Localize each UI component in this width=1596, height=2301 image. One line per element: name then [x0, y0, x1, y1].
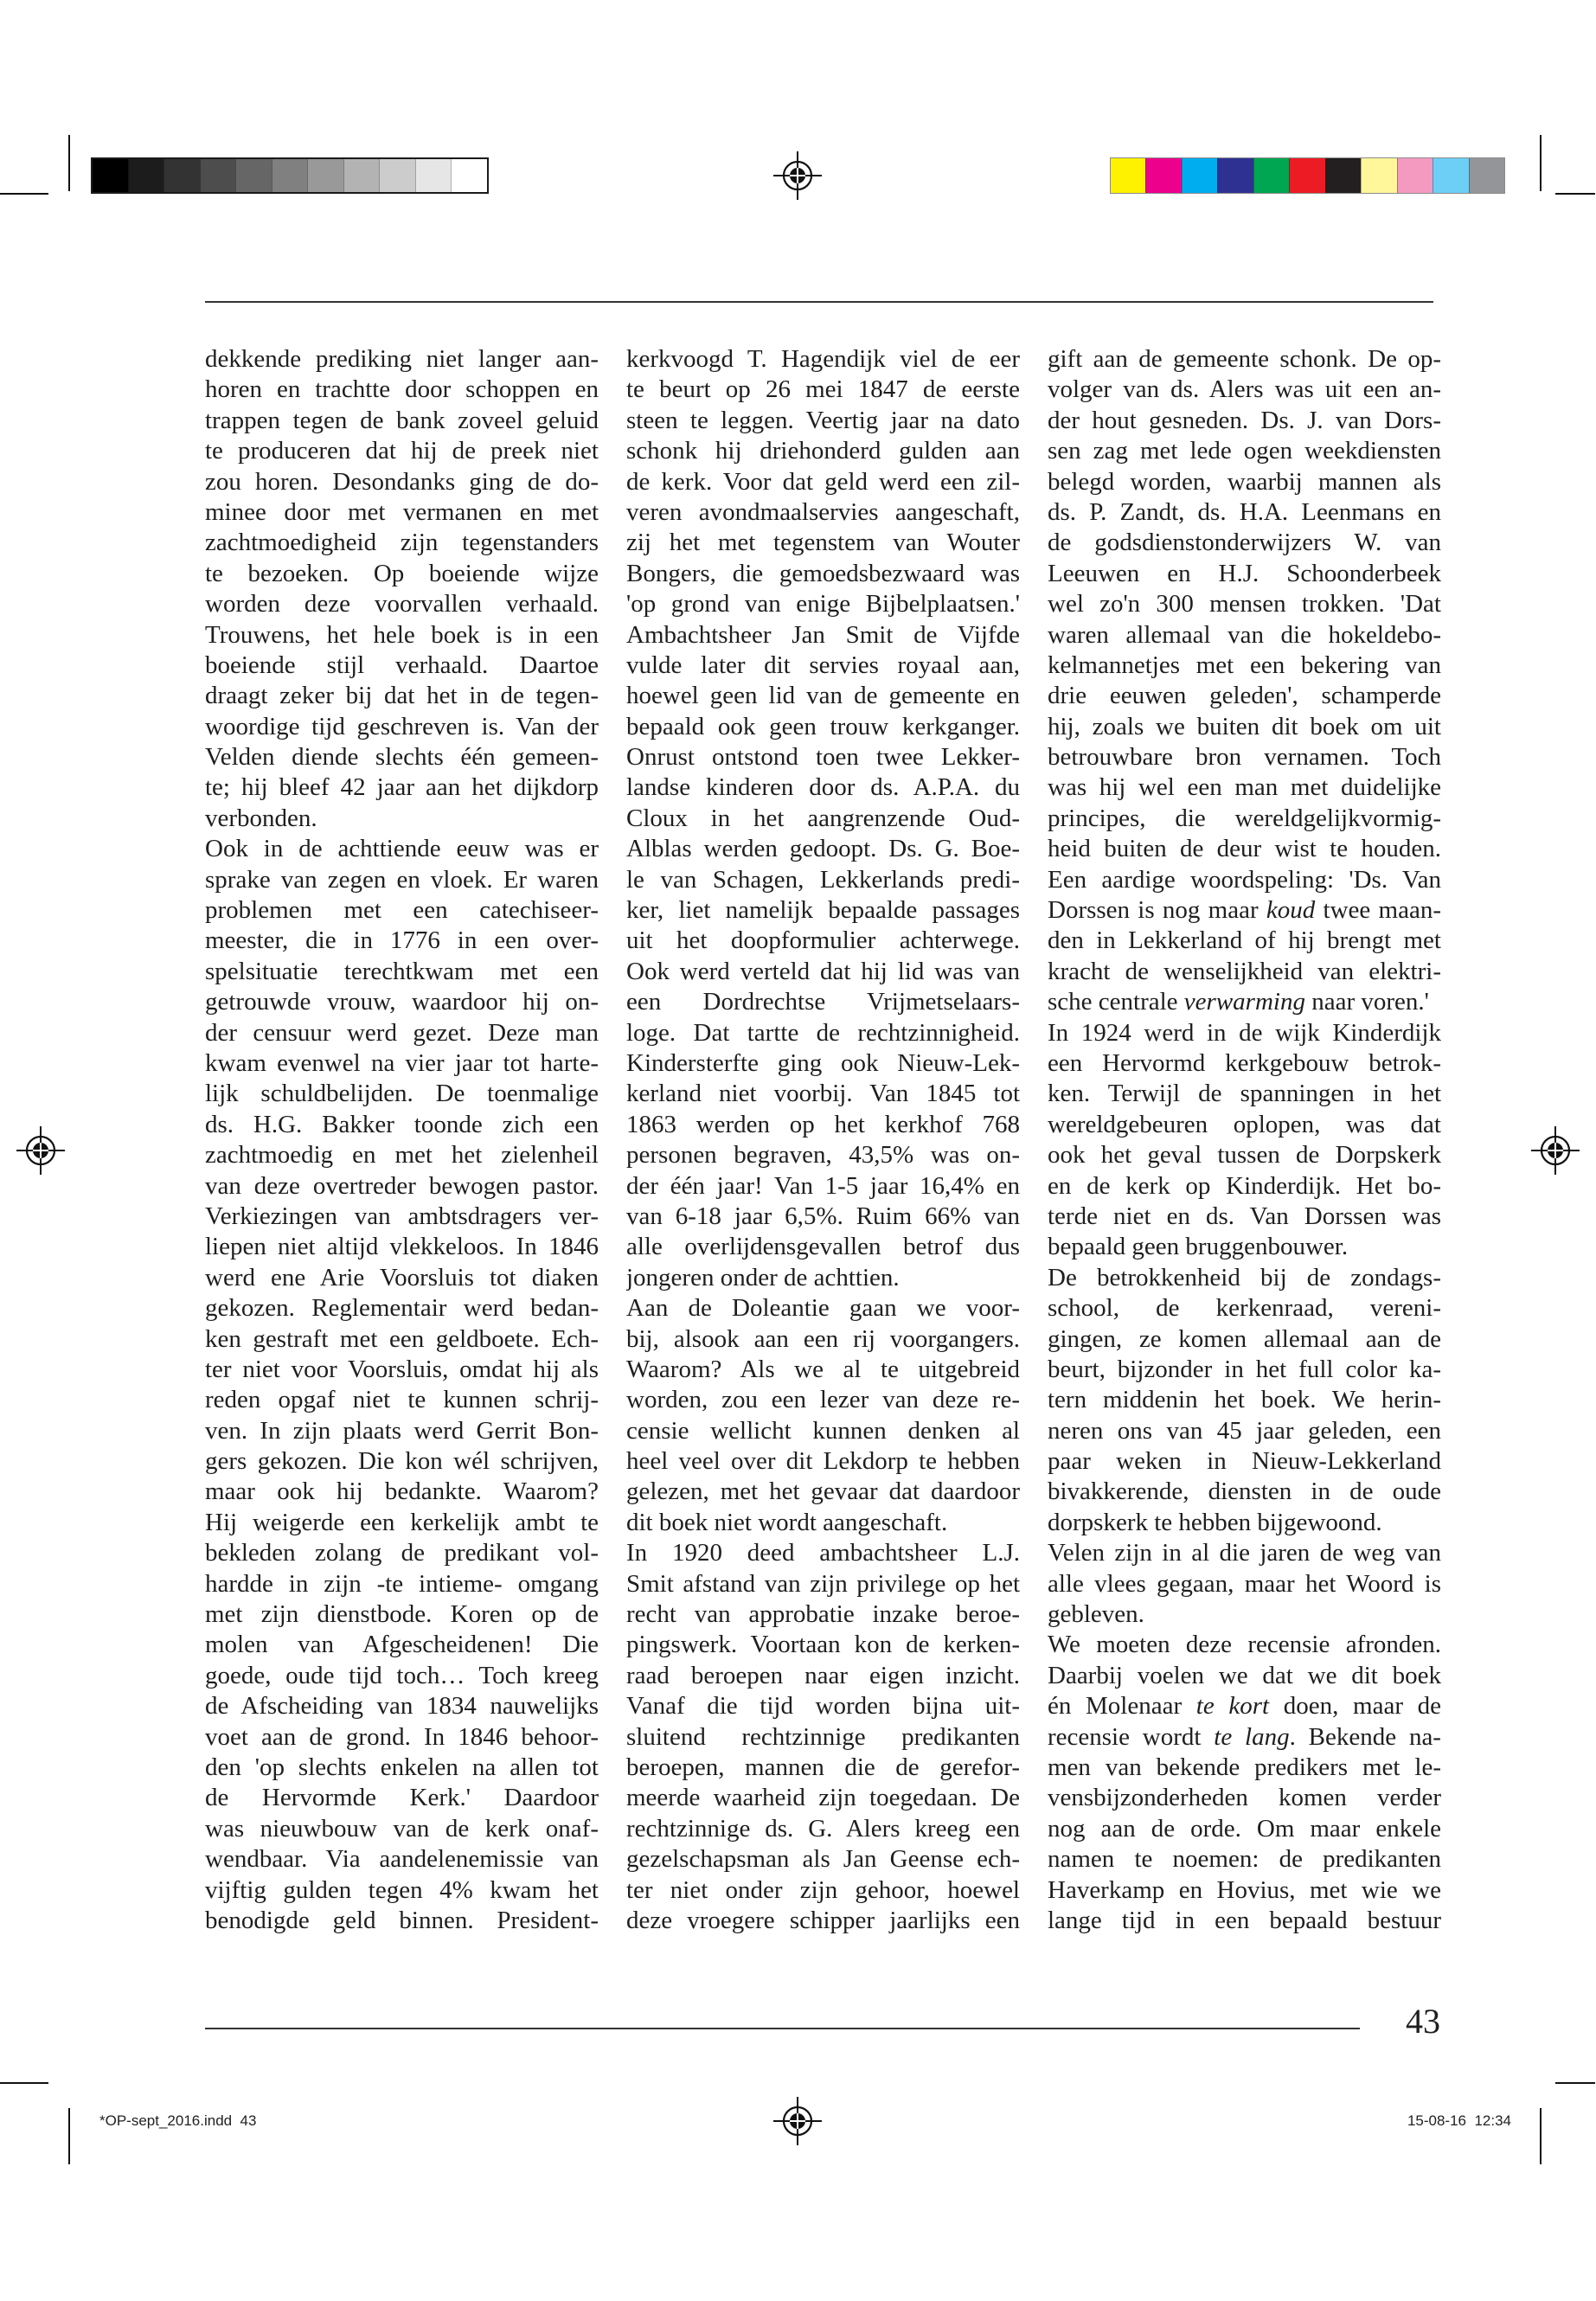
text-line: te produceren dat hij de preek niet — [205, 437, 599, 465]
grayscale-swatch — [200, 159, 236, 192]
text-line: trappen tegen de bank zoveel geluid — [205, 406, 599, 434]
text-line: ds. P. Zandt, ds. H.A. Leenmans en — [1048, 497, 1441, 526]
text-line: bepaald ook geen trouw kerkganger. — [626, 712, 1020, 740]
text-line: loge. Dat tartte de rechtzinnigheid. — [626, 1018, 1020, 1047]
text-line: Een aardige woordspeling: 'Ds. Van — [1048, 865, 1441, 894]
color-swatch — [1397, 158, 1433, 193]
text-line: kerland niet voorbij. Van 1845 tot — [626, 1080, 1020, 1108]
text-line: kracht de wenselijkheid van elektri- — [1048, 957, 1441, 985]
text-line: worden, zou een lezer van deze re- — [626, 1386, 1020, 1414]
crop-mark-top-right-h — [1555, 193, 1595, 195]
text-line: van deze overtreder bewogen pastor. — [205, 1171, 599, 1200]
grayscale-swatch — [272, 159, 308, 192]
text-line: verbonden. — [205, 804, 317, 832]
text-line: een Dordrechtse Vrijmetselaars- — [626, 988, 1020, 1016]
color-swatch — [1469, 158, 1504, 193]
text-line: liepen niet altijd vlekkeloos. In 1846 — [205, 1233, 599, 1261]
text-segment: twee maan- — [1315, 896, 1441, 925]
grayscale-swatch — [379, 159, 415, 192]
grayscale-swatch — [163, 159, 200, 192]
text-line — [1048, 1722, 1441, 1753]
text-line: reden opgaf niet te kunnen schrij- — [205, 1386, 599, 1414]
text-line: gelezen, met het gevaar dat daardoor — [626, 1477, 1020, 1506]
text-line: woordige tijd geschreven is. Van der — [205, 712, 599, 740]
grayscale-swatch — [343, 159, 380, 192]
text-line: de kerk. Voor dat geld werd een zil- — [626, 467, 1020, 496]
text-line: ook het geval tussen de Dorpskerk — [1048, 1141, 1441, 1170]
text-line: horen en trachtte door schoppen en — [205, 375, 599, 404]
text-line: schonk hij driehonderd gulden aan — [626, 437, 1020, 465]
text-line: hoewel geen lid van de gemeente en — [626, 682, 1020, 710]
text-line: Cloux in het aangrenzende Oud- — [626, 804, 1020, 832]
text-line: van 6-18 jaar 6,5%. Ruim 66% van — [626, 1202, 1020, 1230]
crop-mark-top-left-h — [0, 193, 48, 195]
text-line: werd ene Arie Voorsluis tot diaken — [205, 1263, 599, 1292]
text-line: hij, zoals we buiten dit boek om uit — [1048, 712, 1441, 740]
text-line: was nieuwbouw van de kerk onaf- — [205, 1814, 599, 1843]
text-line: Trouwens, het hele boek is in een — [205, 620, 599, 649]
crop-mark-bottom-right-h — [1555, 2082, 1595, 2084]
text-line: dekkende prediking niet langer aan- — [205, 345, 599, 373]
crop-mark-bottom-left-v — [68, 2108, 70, 2164]
registration-mark-right — [1529, 1125, 1581, 1176]
color-swatch — [1145, 158, 1181, 193]
grayscale-swatch — [235, 159, 272, 192]
text-line — [1048, 1691, 1441, 1721]
text-line: pingswerk. Voortaan kon de kerken- — [626, 1631, 1020, 1659]
text-line: en de kerk op Kinderdijk. Het bo- — [1048, 1171, 1441, 1200]
text-line: maar ook hij bedankte. Waarom? — [205, 1477, 599, 1506]
text-line: le van Schagen, Lekkerlands predi- — [626, 865, 1020, 894]
registration-mark-top — [772, 150, 824, 202]
italic-text: koud — [1266, 896, 1316, 925]
text-line: ds. H.G. Bakker toonde zich een — [205, 1110, 599, 1138]
text-line: kelmannetjes met een bekering van — [1048, 651, 1441, 679]
text-line: vensbijzonderheden komen verder — [1048, 1784, 1441, 1812]
text-line: landse kinderen door ds. A.P.A. du — [626, 773, 1020, 802]
text-line: wendbaar. Via aandelenemissie van — [205, 1845, 599, 1874]
text-segment: recensie wordt — [1048, 1722, 1215, 1751]
text-line: dorpskerk te hebben bijgewoond. — [1048, 1508, 1382, 1536]
text-segment: naar voren.' — [1304, 988, 1429, 1016]
text-line: de Hervormde Kerk.' Daardoor — [205, 1784, 599, 1812]
crop-mark-top-right-v — [1540, 135, 1542, 191]
text-line: minee door met vermanen en met — [205, 497, 599, 526]
text-line: ven. In zijn plaats werd Gerrit Bon- — [205, 1416, 599, 1445]
italic-text: te kort — [1195, 1692, 1270, 1721]
text-line: de godsdienstonderwijzers W. van — [1048, 529, 1441, 557]
text-line: veren avondmaalservies aangeschaft, — [626, 497, 1020, 526]
text-line: gezelschapsman als Jan Geense ech- — [626, 1845, 1020, 1874]
text-line: rechtzinnige ds. G. Alers kreeg een — [626, 1814, 1020, 1843]
text-line: personen begraven, 43,5% was on- — [626, 1141, 1020, 1170]
text-line: der één jaar! Van 1-5 jaar 16,4% en — [626, 1171, 1020, 1200]
text-line: Vanaf die tijd worden bijna uit- — [626, 1692, 1020, 1721]
text-line: paar weken in Nieuw-Lekkerland — [1048, 1447, 1441, 1476]
text-line: bivakkerende, diensten in de oude — [1048, 1477, 1441, 1506]
text-line: der censuur werd gezet. Deze man — [205, 1018, 599, 1047]
color-swatch — [1217, 158, 1253, 193]
grayscale-swatch — [128, 159, 164, 192]
text-line: neren ons van 45 jaar geleden, een — [1048, 1416, 1441, 1445]
text-line: Waarom? Als we al te uitgebreid — [626, 1355, 1020, 1383]
file-slug: *OP-sept_2016.indd 43 — [99, 2112, 257, 2129]
text-line: Ambachtsheer Jan Smit de Vijfde — [626, 620, 1020, 649]
grayscale-swatch — [415, 159, 452, 192]
text-column-3 — [1048, 344, 1441, 1936]
text-line: vulde later dit servies royaal aan, — [626, 651, 1020, 679]
crop-mark-bottom-right-v — [1540, 2108, 1542, 2164]
text-line: lange tijd in een bepaald bestuur — [1048, 1906, 1441, 1934]
text-line: ker, liet namelijk bepaalde passages — [626, 896, 1020, 925]
color-swatch — [1325, 158, 1361, 193]
bottom-rule — [205, 2028, 1360, 2029]
text-line: beurt, bijzonder in het full color ka- — [1048, 1355, 1441, 1383]
text-line: problemen met een catechiseer- — [205, 896, 599, 925]
text-line: was hij wel een man met duidelijke — [1048, 773, 1441, 802]
text-line: school, de kerkenraad, vereni- — [1048, 1294, 1441, 1323]
text-line: gift aan de gemeente schonk. De op- — [1048, 345, 1441, 373]
registration-mark-bottom — [772, 2095, 824, 2147]
text-line: beroepen, mannen die de gerefor- — [626, 1753, 1020, 1781]
top-rule — [205, 301, 1433, 303]
text-line: een Hervormd kerkgebouw betrok- — [1048, 1048, 1441, 1077]
text-segment: én Molenaar — [1048, 1692, 1196, 1721]
text-line: betrouwbare bron vernamen. Toch — [1048, 743, 1441, 772]
text-line: te; hij bleef 42 jaar aan het dijkdorp — [205, 773, 599, 802]
text-line: Aan de Doleantie gaan we voor- — [626, 1294, 1020, 1323]
text-line: nog aan de orde. Om maar enkele — [1048, 1814, 1441, 1843]
registration-target-icon — [772, 150, 824, 202]
registration-mark-left — [15, 1125, 67, 1176]
text-line: principes, die wereldgelijkvormig- — [1048, 804, 1441, 832]
text-line: waren allemaal van die hokeldebo- — [1048, 620, 1441, 649]
text-line: sen zag met lede ogen weekdiensten — [1048, 437, 1441, 465]
text-line: De betrokkenheid bij de zondags- — [1048, 1263, 1441, 1292]
text-line: gingen, ze komen allemaal aan de — [1048, 1324, 1441, 1353]
text-line: censie wellicht kunnen denken al — [626, 1416, 1020, 1445]
color-control-strip — [1110, 157, 1505, 194]
text-line: voet aan de grond. In 1846 behoor- — [205, 1722, 599, 1751]
text-column-2 — [626, 344, 1020, 1936]
registration-target-icon — [15, 1125, 67, 1176]
page-number: 43 — [1406, 2002, 1440, 2041]
text-line: alle vlees gegaan, maar het Woord is — [1048, 1569, 1441, 1598]
text-line: bij, alsook aan een rij voorgangers. — [626, 1324, 1020, 1353]
text-line: molen van Afgescheidenen! Die — [205, 1631, 599, 1659]
text-line: Leeuwen en H.J. Schoonderbeek — [1048, 559, 1441, 587]
text-line: kerkvoogd T. Hagendijk viel de eer — [626, 345, 1020, 373]
text-line: bepaald geen bruggenbouwer. — [1048, 1233, 1349, 1261]
color-swatch — [1111, 158, 1145, 193]
text-line: Ook in de achttiende eeuw was er — [205, 835, 599, 863]
text-line: vijftig gulden tegen 4% kwam het — [205, 1875, 599, 1904]
text-line: Bongers, die gemoedsbezwaard was — [626, 559, 1020, 587]
text-line: boeiende stijl verhaald. Daartoe — [205, 651, 599, 679]
text-segment: sche centrale — [1048, 988, 1184, 1016]
text-line: terde niet en ds. Van Dorssen was — [1048, 1202, 1441, 1230]
text-line: te beurt op 26 mei 1847 de eerste — [626, 375, 1020, 404]
color-swatch — [1289, 158, 1324, 193]
text-segment: doen, maar de — [1269, 1692, 1441, 1721]
color-swatch — [1253, 158, 1289, 193]
grayscale-control-strip — [91, 157, 489, 194]
text-line: 1863 werden op het kerkhof 768 — [626, 1110, 1020, 1138]
text-line: Ook werd verteld dat hij lid was van — [626, 957, 1020, 985]
text-line: zou horen. Desondanks ging de do- — [205, 467, 599, 496]
text-line: namen te noemen: de predikanten — [1048, 1845, 1441, 1874]
text-line: heel veel over dit Lekdorp te hebben — [626, 1447, 1020, 1476]
text-line: sluitend rechtzinnige predikanten — [626, 1722, 1020, 1751]
text-line: heid buiten de deur wist te houden. — [1048, 835, 1441, 863]
text-line: We moeten deze recensie afronden. — [1048, 1631, 1441, 1659]
text-line: lijk schuldbelijden. De toenmalige — [205, 1080, 599, 1108]
text-line: hardde in zijn -te intieme- omgang — [205, 1569, 599, 1598]
text-line: gers gekozen. Die kon wél schrijven, — [205, 1447, 599, 1476]
text-line: tern middenin het boek. We herin- — [1048, 1386, 1441, 1414]
color-swatch — [1361, 158, 1396, 193]
text-line: kwam evenwel na vier jaar tot harte- — [205, 1048, 599, 1077]
text-line: met zijn dienstbode. Koren op de — [205, 1600, 599, 1629]
registration-target-icon — [1529, 1125, 1581, 1176]
text-line: gebleven. — [1048, 1600, 1144, 1629]
text-line: alle overlijdensgevallen betrof dus — [626, 1233, 1020, 1261]
text-line: spelsituatie terechtkwam met een — [205, 957, 599, 985]
text-line: wel zo'n 300 mensen trokken. 'Dat — [1048, 590, 1441, 619]
text-line: sprake van zegen en vloek. Er waren — [205, 865, 599, 894]
text-line: meerde waarheid zijn toegedaan. De — [626, 1784, 1020, 1812]
text-line: Velen zijn in al die jaren de weg van — [1048, 1539, 1441, 1567]
date-time-slug: 15-08-16 12:34 — [1407, 2112, 1511, 2129]
text-line — [1048, 987, 1441, 1017]
italic-text: verwarming — [1183, 988, 1305, 1016]
text-segment: . Bekende na- — [1289, 1722, 1441, 1751]
grayscale-swatch — [93, 159, 128, 192]
text-line: Velden diende slechts één gemeen- — [205, 743, 599, 772]
color-swatch — [1182, 158, 1217, 193]
text-line: getrouwde vrouw, waardoor hij on- — [205, 988, 599, 1016]
text-line: bekleden zolang de predikant vol- — [205, 1539, 599, 1567]
text-line: Verkiezingen van ambtsdragers ver- — [205, 1202, 599, 1230]
text-line: drie eeuwen geleden', schamperde — [1048, 682, 1441, 710]
text-line: belegd worden, waarbij mannen als — [1048, 467, 1441, 496]
crop-mark-bottom-left-h — [0, 2082, 48, 2084]
text-line: In 1924 werd in de wijk Kinderdijk — [1048, 1018, 1441, 1047]
text-line: den in Lekkerland of hij brengt met — [1048, 926, 1441, 955]
text-line: ter niet onder zijn gehoor, hoewel — [626, 1875, 1020, 1904]
text-line: de Afscheiding van 1834 nauwelijks — [205, 1692, 599, 1721]
text-line: dit boek niet wordt aangeschaft. — [626, 1508, 948, 1536]
text-line: steen te leggen. Veertig jaar na dato — [626, 406, 1020, 434]
text-line: draagt zeker bij dat het in de tegen- — [205, 682, 599, 710]
text-line: gekozen. Reglementair werd bedan- — [205, 1294, 599, 1323]
text-line: der hout gesneden. Ds. J. van Dors- — [1048, 406, 1441, 434]
text-line: raad beroepen naar eigen inzicht. — [626, 1661, 1020, 1689]
text-segment: Dorssen is nog maar — [1048, 896, 1266, 925]
text-line: worden deze voorvallen verhaald. — [205, 590, 599, 619]
text-line: 'op grond van enige Bijbelplaatsen.' — [626, 590, 1020, 619]
text-line: ken gestraft met een geldboete. Ech- — [205, 1324, 599, 1353]
text-line: uit het doopformulier achterwege. — [626, 926, 1020, 955]
grayscale-swatch — [451, 159, 487, 192]
color-swatch — [1433, 158, 1468, 193]
crop-mark-top-left-v — [68, 135, 70, 191]
text-line: men van bekende predikers met le- — [1048, 1753, 1441, 1781]
text-column-1 — [205, 344, 599, 1936]
italic-text: te lang — [1214, 1722, 1290, 1751]
registration-target-icon — [772, 2095, 824, 2147]
text-line: Onrust ontstond toen twee Lekker- — [626, 743, 1020, 772]
text-line: Haverkamp en Hovius, met wie we — [1048, 1875, 1441, 1904]
text-line: te bezoeken. Op boeiende wijze — [205, 559, 599, 587]
text-line: goede, oude tijd toch… Toch kreeg — [205, 1661, 599, 1689]
text-line — [1048, 895, 1441, 926]
text-line: ter niet voor Voorsluis, omdat hij als — [205, 1355, 599, 1383]
text-line: Hij weigerde een kerkelijk ambt te — [205, 1508, 599, 1536]
text-line: zij het met tegenstem van Wouter — [626, 529, 1020, 557]
text-line: meester, die in 1776 in een over- — [205, 926, 599, 955]
text-line: den 'op slechts enkelen na allen tot — [205, 1753, 599, 1781]
text-line: recht van approbatie inzake beroe- — [626, 1600, 1020, 1629]
text-line: Smit afstand van zijn privilege op het — [626, 1569, 1020, 1598]
text-line: zachtmoedig en met het zielenheil — [205, 1141, 599, 1170]
text-line: Daarbij voelen we dat we dit boek — [1048, 1661, 1441, 1689]
text-line: wereldgebeuren oplopen, was dat — [1048, 1110, 1441, 1138]
text-line: deze vroegere schipper jaarlijks een — [626, 1906, 1020, 1934]
text-line: jongeren onder de achttien. — [626, 1263, 900, 1292]
text-line: ken. Terwijl de spanningen in het — [1048, 1080, 1441, 1108]
text-line: Kindersterfte ging ook Nieuw-Lek- — [626, 1048, 1020, 1077]
text-line: zachtmoedigheid zijn tegenstanders — [205, 529, 599, 557]
grayscale-swatch — [307, 159, 343, 192]
text-line: benodigde geld binnen. President- — [205, 1906, 599, 1934]
text-line: Alblas werden gedoopt. Ds. G. Boe- — [626, 835, 1020, 863]
text-line: In 1920 deed ambachtsheer L.J. — [626, 1539, 1020, 1567]
text-line: volger van ds. Alers was uit een an- — [1048, 375, 1441, 404]
